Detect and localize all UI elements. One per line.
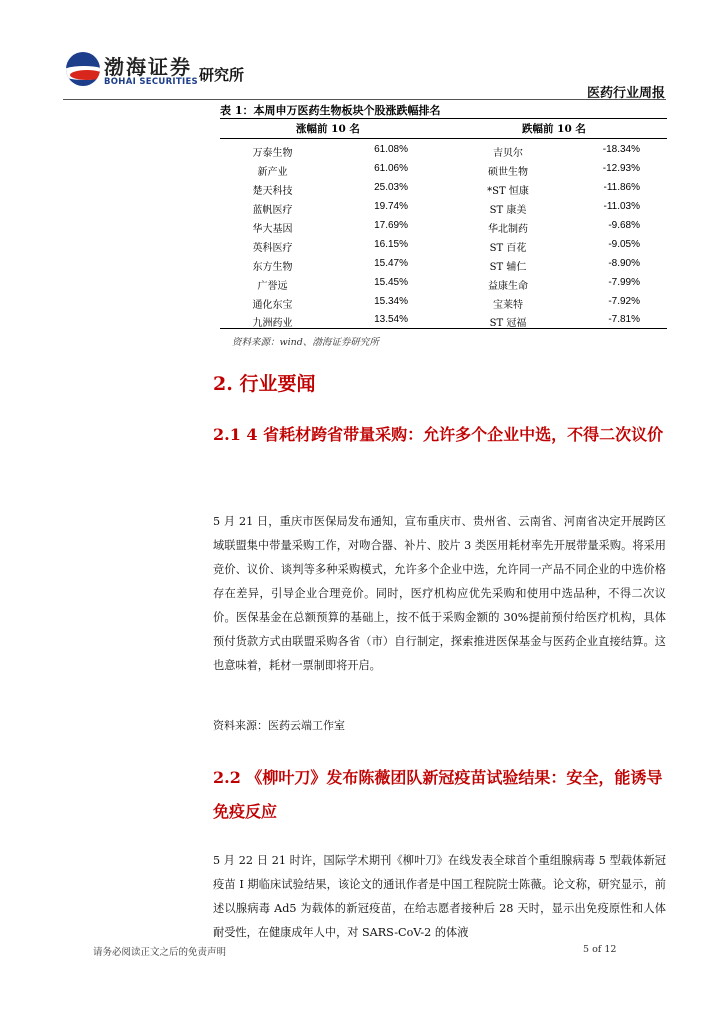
gainer-change: 13.54%	[374, 314, 408, 325]
table-row	[220, 255, 667, 274]
subsection-source-2-1: 资料来源：医药云端工作室	[213, 719, 345, 732]
header-divider	[63, 99, 666, 100]
gainer-name: 楚天科技	[252, 186, 293, 197]
table-row	[220, 198, 667, 217]
gainer-change: 15.34%	[374, 296, 408, 307]
footer-disclaimer: 请务必阅读正文之后的免责声明	[93, 947, 227, 958]
subsection-title-2-1: 2.1 4 省耗材跨省带量采购：允许多个企业中选，不得二次议价	[213, 425, 664, 444]
loser-change: -7.92%	[608, 296, 640, 307]
gainer-change: 17.69%	[374, 220, 408, 231]
gainer-name: 华大基因	[252, 224, 293, 235]
loser-change: -7.81%	[608, 314, 640, 325]
table-row	[220, 160, 667, 179]
table-row	[220, 217, 667, 236]
page-number: 5 of 12	[583, 944, 617, 955]
gainer-name: 通化东宝	[252, 300, 293, 311]
gainer-name: 新产业	[257, 167, 288, 178]
table-row	[220, 141, 667, 160]
table-header-losers: 跌幅前 10 名	[522, 123, 586, 135]
loser-change: -9.05%	[608, 239, 640, 250]
loser-name: 宝莱特	[493, 300, 523, 311]
institute-label: 研究所	[199, 66, 245, 84]
table-caption: 表 1：本周申万医药生物板块个股涨跌幅排名	[220, 104, 441, 117]
table-row	[220, 236, 667, 255]
loser-name: 益康生命	[488, 281, 528, 292]
loser-change: -11.86%	[603, 182, 640, 193]
loser-name: ST 百花	[489, 243, 527, 254]
gainer-name: 万泰生物	[252, 148, 293, 159]
table-row	[220, 293, 667, 312]
gainer-change: 15.47%	[374, 258, 408, 269]
gainer-name: 广誉远	[257, 281, 288, 292]
subsection-body-2-1: 5 月 21 日，重庆市医保局发布通知，宣布重庆市、贵州省、云南省、河南省决定开展跨区域联盟集中带量采购工作，对吻合器、补片、胶片 3 类医用耗材率先开展带量采购。将采用竞价、议价、谈判等多种采购模式，允许多个企业中选，允许同一产品不同企业的中选价格存在差异，引导企业合理竞价。同时，医疗机构应优先采购和使用中选品种，不得二次议价。医保基金在总额预算的基础上，按不低于采购金额的 30%提前预付给医疗机构，具体预付货款方式由联盟采购各省（市）自行制定，探索推进医保基金与医药企业直接结算。这也意味着，耗材一票制即将开启。	[213, 515, 666, 672]
loser-change: -12.93%	[602, 163, 640, 174]
brand-name-cn: 渤海证券	[104, 55, 192, 79]
gainer-change: 61.08%	[374, 144, 408, 155]
section-title: 2. 行业要闻	[213, 373, 316, 395]
subsection-body-2-2: 5 月 22 日 21 时许，国际学术期刊《柳叶刀》在线发表全球首个重组腺病毒 5 型载体新冠疫苗 I 期临床试验结果，该论文的通讯作者是中国工程院院士陈薇。论文称，研究显示，前述以腺病毒 Ad5 为载体的新冠疫苗，在给志愿者接种后 28 天时，显示出免疫原性和人体耐受性，在健康成年人中，对 SARS-CoV-2 的体液	[213, 854, 666, 939]
brand-name-en: BOHAI SECURITIES	[104, 77, 198, 87]
loser-change: -18.34%	[602, 144, 640, 155]
loser-name: *ST 恒康	[487, 186, 529, 197]
table-source-note: 资料来源：wind、渤海证券研究所	[232, 337, 379, 348]
table-top-rule	[220, 118, 667, 119]
gainer-name: 东方生物	[252, 262, 293, 273]
gainer-change: 16.15%	[374, 239, 408, 250]
gainer-change: 61.06%	[374, 163, 408, 174]
gainer-change: 15.45%	[374, 277, 408, 288]
loser-change: -9.68%	[608, 220, 640, 231]
table-header-gainers: 涨幅前 10 名	[296, 123, 360, 135]
table-bottom-rule	[220, 328, 667, 329]
gainer-change: 19.74%	[374, 201, 408, 212]
loser-name: ST 辅仁	[489, 262, 527, 273]
gainer-name: 九洲药业	[252, 318, 293, 329]
loser-name: 华北制药	[488, 224, 528, 235]
loser-name: 硕世生物	[488, 167, 528, 178]
loser-change: -7.99%	[608, 277, 640, 288]
loser-change: -8.90%	[608, 258, 640, 269]
loser-change: -11.03%	[603, 201, 640, 212]
gainer-change: 25.03%	[374, 182, 408, 193]
gainer-name: 英科医疗	[252, 243, 293, 254]
loser-name: 吉贝尔	[493, 148, 523, 159]
loser-name: ST 冠福	[489, 318, 527, 329]
table-row	[220, 179, 667, 198]
subsection-title-2-2: 2.2 《柳叶刀》发布陈薇团队新冠疫苗试验结果：安全，能诱导免疫反应	[213, 768, 663, 821]
table-row	[220, 274, 667, 293]
table-header-rule	[220, 138, 667, 139]
report-type: 医药行业周报	[586, 86, 665, 101]
loser-name: ST 康美	[489, 205, 527, 216]
bohai-logo-icon	[66, 52, 100, 86]
gainer-name: 蓝帆医疗	[252, 205, 293, 216]
